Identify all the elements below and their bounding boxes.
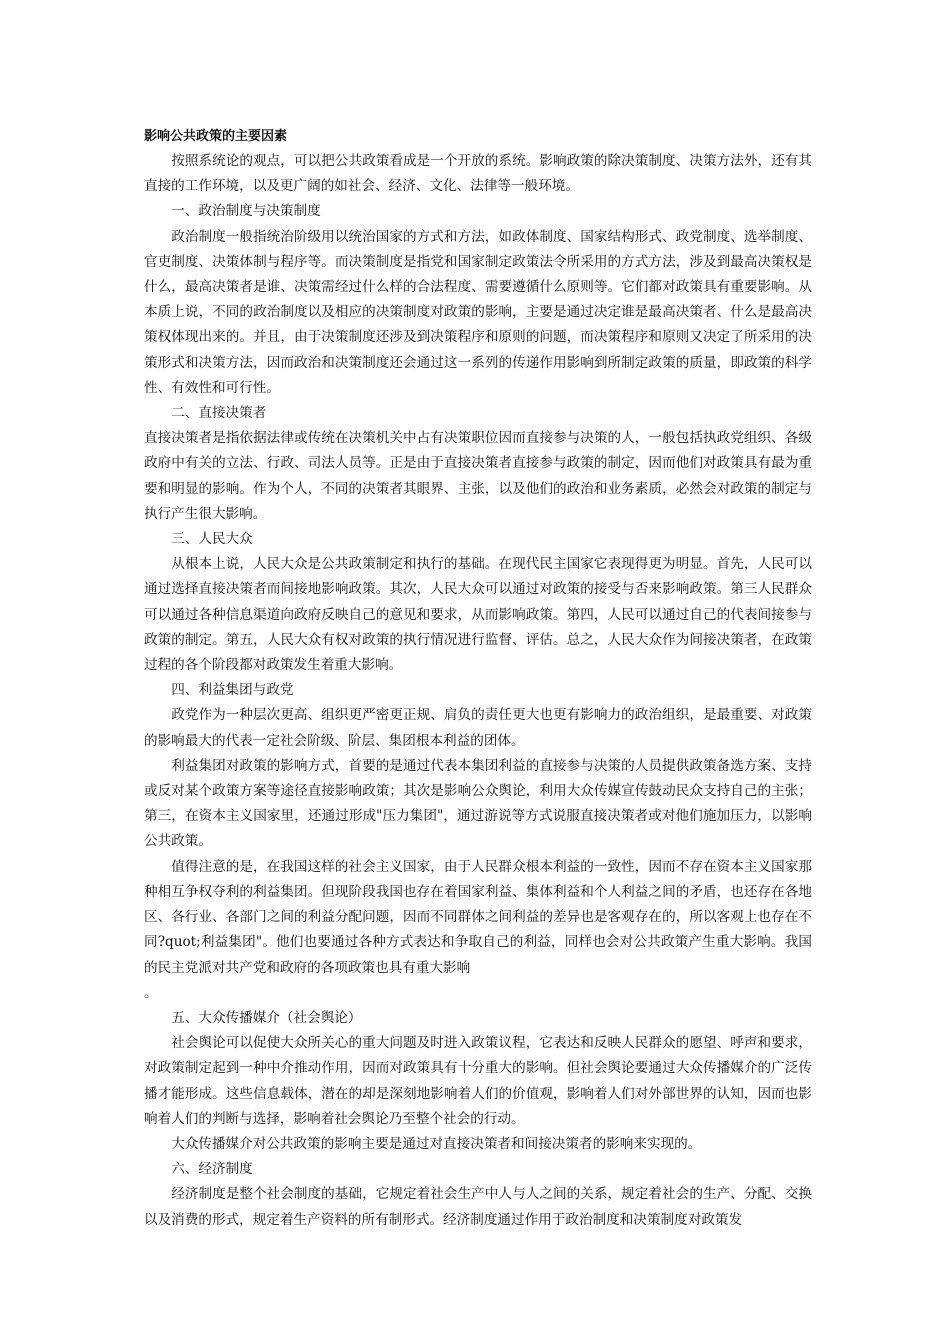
paragraph: 从根本上说，人民大众是公共政策制定和执行的基础。在现代民主国家它表现得更为明显。首先，人民可以通过选择直接决策者而间接地影响政策。其次，人民大众可以通过对政策的接受与否来影响政策。第三人民群众可以通过各种信息渠道向政府反映自己的意见和要求，从而影响政策。第四，人民可以通过自己的代表间接参与政策的制定。第五，人民大众有权对政策的执行情况进行监督、评估。总之，人民大众作为间接决策者，在政策过程的各个阶段都对政策发生着重大影响。 bbox=[144, 556, 812, 674]
paragraph: 政治制度一般指统治阶级用以统治国家的方式和方法，如政体制度、国家结构形式、政党制度、选举制度、官吏制度、决策体制与程序等。而决策制度是指党和国家制定政策法令所采用的方式方法，涉及到最高决策权是什么，最高决策者是谁、决策需经过什么样的合法程度、需要遵循什么原则等。它们都对政策具有重要影响。从本质上说，不同的政治制度以及相应的决策制度对政策的影响，主要是通过决定谁是最高决策者、什么是最高决策权体现出来的。并且，由于决策制度还涉及到决策程序和原则的问题，而决策程序和原则又决定了所采用的决策形式和决策方法，因而政治和决策制度还会通过这一系列的传递作用影响到所制定政策的质量，即政策的科学性、有效性和可行性。 bbox=[144, 228, 812, 396]
paragraph: 按照系统论的观点，可以把公共政策看成是一个开放的系统。影响政策的除决策制度、决策方法外，还有其直接的工作环境，以及更广阔的如社会、经济、文化、法律等一般环境。 bbox=[144, 153, 812, 195]
section-heading: 一、政治制度与决策制度 bbox=[171, 203, 321, 220]
document-body bbox=[144, 149, 812, 1233]
paragraph: 大众传播媒介对公共政策的影响主要是通过对直接决策者和间接决策者的影响来实现的。 bbox=[171, 1135, 702, 1152]
section-heading: 六、经济制度 bbox=[171, 1161, 253, 1178]
section-heading: 四、利益集团与政党 bbox=[171, 682, 294, 699]
paragraph: 。 bbox=[144, 984, 158, 1001]
paragraph: 政党作为一种层次更高、组织更严密更正规、肩负的责任更大也更有影响力的政治组织，是最重要、对政策的影响最大的代表一定社会阶级、阶层、集团根本利益的团体。 bbox=[144, 707, 812, 749]
paragraph: 值得注意的是，在我国这样的社会主义国家，由于人民群众根本利益的一致性，因而不存在资本主义国家那种相互争权夺利的利益集团。但现阶段我国也存在着国家利益、集体利益和个人利益之间的矛盾，也还存在各地区、各行业、各部门之间的利益分配问题，因而不同群体之间利益的差异也是客观存在的，所以客观上也存在不同?quot;利益集团"。他们也要通过各种方式表达和争取自己的利益，同样也会对公共政策产生重大影响。我国的民主党派对共产党和政府的各项政策也具有重大影响 bbox=[144, 858, 812, 976]
document-page bbox=[144, 124, 812, 1233]
document-title: 影响公共政策的主要因素 bbox=[144, 129, 288, 144]
section-heading: 二、直接决策者 bbox=[171, 405, 267, 422]
paragraph: 直接决策者是指依据法律或传统在决策机关中占有决策职位因而直接参与决策的人，一般包括执政党组织、各级政府中有关的立法、行政、司法人员等。正是由于直接决策者直接参与政策的制定，因而他们对政策具有最为重要和明显的影响。作为个人，不同的决策者其眼界、主张，以及他们的政治和业务素质，必然会对政策的制定与执行产生很大影响。 bbox=[144, 430, 812, 522]
paragraph: 社会舆论可以促使大众所关心的重大问题及时进入政策议程，它表达和反映人民群众的愿望、呼声和要求，对政策制定起到一种中介推动作用，因而对政策具有十分重大的影响。但社会舆论要通过大众传播媒介的广泛传播才能形成。这些信息载体，潜在的却是深刻地影响着人们的价值观，影响着人们对外部世界的认知，因而也影响着人们的判断与选择，影响着社会舆论乃至整个社会的行动。 bbox=[144, 1035, 812, 1127]
paragraph: 经济制度是整个社会制度的基础，它规定着社会生产中人与人之间的关系，规定着社会的生产、分配、交换以及消费的形式，规定着生产资料的所有制形式。经济制度通过作用于政治制度和决策制度对政策发 bbox=[144, 1186, 812, 1228]
paragraph: 利益集团对政策的影响方式，首要的是通过代表本集团利益的直接参与决策的人员提供政策备选方案、支持或反对某个政策方案等途径直接影响政策；其次是影响公众舆论，利用大众传媒宣传鼓动民众支持自己的主张；第三，在资本主义国家里，还通过形成"压力集团"，通过游说等方式说服直接决策者或对他们施加压力，以影响公共政策。 bbox=[144, 757, 812, 850]
section-heading: 三、人民大众 bbox=[171, 531, 253, 548]
section-heading: 五、大众传播媒介（社会舆论） bbox=[171, 1009, 362, 1026]
